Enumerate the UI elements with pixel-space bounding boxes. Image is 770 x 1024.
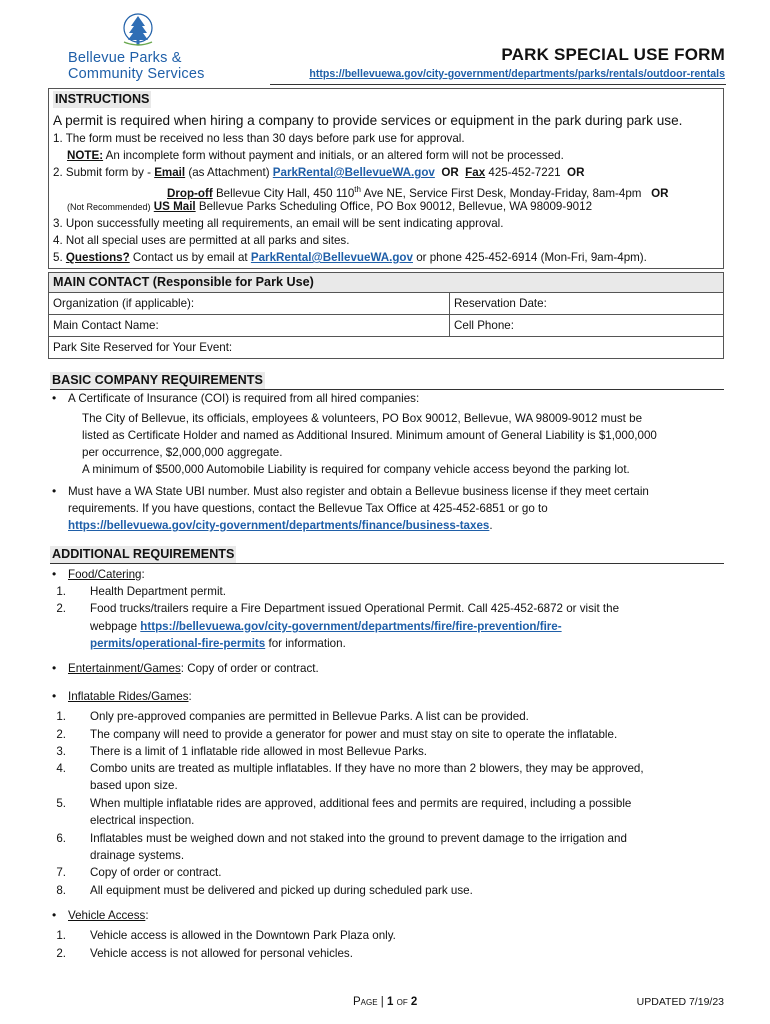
- page-indicator: [353, 996, 417, 1008]
- of-label: of: [396, 996, 408, 1008]
- item-number: 5.: [53, 251, 63, 264]
- inflatable-item: There is a limit of 1 inflatable ride allowed in most Bellevue Parks.: [90, 745, 428, 758]
- fax-number: 425-452-7221: [488, 166, 561, 179]
- dropoff-sup: th: [354, 185, 361, 194]
- usmail-text: Bellevue Parks Scheduling Office, PO Box 90012, Bellevue, WA 98009-9012: [198, 200, 593, 213]
- list-number: 1.: [56, 929, 66, 942]
- instructions-lead: A permit is required when hiring a company to provide services or equipment in the park during park use.: [53, 113, 683, 128]
- item-text: The form must be received no less than 30 days before park use for approval.: [65, 132, 465, 145]
- item-tail: or phone 425-452-6914 (Mon-Fri, 9am-4pm).: [416, 251, 647, 264]
- submit-prefix: Submit form by -: [65, 166, 151, 179]
- list-number: 6.: [56, 832, 66, 845]
- instructions-title: INSTRUCTIONS: [55, 92, 150, 106]
- page-number: 1: [386, 996, 394, 1008]
- fire-permits-link[interactable]: https://bellevuewa.gov/city-government/departments/fire/fire-prevention/fire-: [140, 620, 562, 633]
- outdoor-rentals-link[interactable]: https://bellevuewa.gov/city-government/departments/parks/rentals/outdoor-rentals: [309, 68, 725, 80]
- usmail-label: US Mail: [153, 200, 196, 213]
- reservation-date-field[interactable]: Reservation Date:: [454, 297, 547, 310]
- coi-text-line: per occurrence, $2,000,000 aggregate.: [82, 446, 283, 459]
- dropoff-text: Bellevue City Hall, 450 110: [215, 186, 355, 200]
- bullet: •: [52, 391, 57, 405]
- contact-row: [49, 293, 723, 315]
- page-total: 2: [410, 996, 418, 1008]
- list-number: 2.: [56, 947, 66, 960]
- list-number: 2.: [56, 728, 66, 741]
- inflatable-item: Copy of order or contract.: [90, 866, 222, 879]
- inflatable-item: Inflatables must be weighed down and not staked into the ground to prevent damage to the irrigation and: [90, 832, 627, 845]
- bullet: •: [52, 567, 57, 581]
- email-link[interactable]: ParkRental@BellevueWA.gov: [250, 251, 413, 264]
- coi-text-line: The City of Bellevue, its officials, employees & volunteers, PO Box 90012, Bellevue, WA 98009-9012 must be: [82, 412, 643, 425]
- questions-label: Questions?: [65, 251, 130, 264]
- bullet: •: [52, 661, 57, 675]
- updated-date: UPDATED 7/19/23: [636, 996, 724, 1008]
- inflatables-label: Inflatable Rides/Games: [68, 690, 189, 703]
- or-label: OR: [651, 186, 669, 200]
- instructions-box: [48, 88, 724, 269]
- list-number: 3.: [56, 745, 66, 758]
- food-catering-heading: [68, 567, 145, 583]
- list-number: 5.: [56, 797, 66, 810]
- colon: :: [141, 568, 145, 581]
- list-number: 4.: [56, 762, 66, 775]
- entertainment-heading: [68, 661, 319, 677]
- section-divider: [50, 389, 724, 390]
- business-taxes-link[interactable]: https://bellevuewa.gov/city-government/departments/finance/business-taxes: [68, 519, 490, 532]
- inflatable-item: When multiple inflatable rides are approved, additional fees and permits are required, including a possible: [90, 797, 632, 810]
- or-label: OR: [567, 166, 585, 179]
- inflatable-item: All equipment must be delivered and picked up during scheduled park use.: [90, 884, 473, 897]
- food-item-2-line3: [90, 636, 346, 652]
- food-item-2: Food trucks/trailers require a Fire Department issued Operational Permit. Call 425-452-6872 or visit the: [90, 602, 620, 615]
- item-text: Upon successfully meeting all requirements, an email will be sent indicating approval.: [65, 217, 504, 230]
- usmail-line: [67, 199, 592, 215]
- period: .: [489, 519, 493, 532]
- vehicle-access-label: Vehicle Access: [68, 909, 146, 922]
- additional-requirements-title: ADDITIONAL REQUIREMENTS: [52, 547, 235, 561]
- bullet: •: [52, 908, 57, 922]
- email-link[interactable]: ParkRental@BellevueWA.gov: [272, 166, 435, 179]
- list-number: 2.: [56, 602, 66, 615]
- dropoff-label: Drop-off: [167, 186, 213, 200]
- item-number: 1.: [53, 132, 63, 145]
- food-item-2-line2: [90, 619, 562, 635]
- instruction-item-4: [53, 233, 349, 249]
- item-text: Not all special uses are permitted at all parks and sites.: [65, 234, 350, 247]
- form-title: PARK SPECIAL USE FORM: [501, 45, 725, 64]
- inflatable-item: Only pre-approved companies are permitted in Bellevue Parks. A list can be provided.: [90, 710, 529, 723]
- inflatable-item-cont: electrical inspection.: [90, 814, 195, 827]
- food-item-1: Health Department permit.: [90, 585, 226, 598]
- list-number: 1.: [56, 710, 66, 723]
- basic-requirements-title: BASIC COMPANY REQUIREMENTS: [52, 373, 263, 387]
- email-label: Email: [154, 166, 186, 179]
- not-recommended-label: (Not Recommended): [67, 202, 151, 212]
- ubi-requirement: Must have a WA State UBI number. Must also register and obtain a Bellevue business license if they meet certain: [68, 485, 649, 498]
- coi-requirement: A Certificate of Insurance (COI) is required from all hired companies:: [68, 392, 420, 405]
- item-text: Contact us by email at: [132, 251, 248, 264]
- webpage-label: webpage: [90, 620, 138, 633]
- item-number: 3.: [53, 217, 63, 230]
- header-divider: [270, 84, 726, 85]
- coi-text-line: A minimum of $500,000 Automobile Liability is required for company vehicle access beyond the parking lot.: [82, 463, 630, 476]
- instruction-item-3: [53, 216, 503, 232]
- note-label: NOTE:: [67, 149, 104, 162]
- inflatable-item-cont: based upon size.: [90, 779, 178, 792]
- instruction-item-5: [53, 250, 647, 266]
- list-number: 7.: [56, 866, 66, 879]
- contact-row: [49, 315, 723, 337]
- bullet: •: [52, 484, 57, 498]
- main-contact-table: [48, 272, 724, 359]
- colon: :: [145, 909, 149, 922]
- business-taxes-line: [68, 518, 493, 534]
- vehicle-item: Vehicle access is not allowed for personal vehicles.: [90, 947, 353, 960]
- list-number: 1.: [56, 585, 66, 598]
- vehicle-access-heading: [68, 908, 149, 924]
- colon: :: [188, 690, 192, 703]
- vehicle-item: Vehicle access is allowed in the Downtown Park Plaza only.: [90, 929, 396, 942]
- logo-line2: Community Services: [68, 66, 205, 82]
- food-catering-label: Food/Catering: [68, 568, 142, 581]
- inflatables-heading: [68, 689, 192, 705]
- instruction-item-2: [53, 165, 584, 181]
- email-text: (as Attachment): [188, 166, 270, 179]
- instruction-item-1: [53, 131, 465, 147]
- fire-permits-link-cont[interactable]: permits/operational-fire-permits: [90, 637, 266, 650]
- tree-icon: [120, 12, 156, 48]
- bullet: •: [52, 689, 57, 703]
- page-label: Page: [353, 996, 378, 1008]
- organization-field[interactable]: Organization (if applicable):: [49, 293, 450, 314]
- inflatable-item: The company will need to provide a generator for power and must stay on site to operate the inflatable.: [90, 728, 618, 741]
- inflatable-item: Combo units are treated as multiple inflatables. If they have no more than 2 blowers, they may be approved,: [90, 762, 644, 775]
- list-number: 8.: [56, 884, 66, 897]
- page-separator: |: [380, 996, 384, 1008]
- note-text: An incomplete form without payment and initials, or an altered form will not be processed.: [105, 149, 564, 162]
- ubi-requirement-line2: requirements. If you have questions, contact the Bellevue Tax Office at 425-452-6851 or go to: [68, 502, 548, 515]
- bellevue-parks-logo: [64, 10, 224, 82]
- main-contact-title: MAIN CONTACT (Responsible for Park Use): [49, 273, 723, 293]
- coi-text-line: listed as Certificate Holder and named as Additional Insured. Minimum amount of General Liability is $1,000,000: [82, 429, 657, 442]
- fax-label: Fax: [465, 166, 486, 179]
- logo-line1: Bellevue Parks &: [68, 50, 182, 66]
- entertainment-label: Entertainment/Games: [68, 662, 181, 675]
- entertainment-text: : Copy of order or contract.: [180, 662, 319, 675]
- for-information: for information.: [268, 637, 346, 650]
- section-divider: [50, 563, 724, 564]
- item-number: 4.: [53, 234, 63, 247]
- cell-phone-field[interactable]: Cell Phone:: [454, 319, 514, 332]
- inflatable-item-cont: drainage systems.: [90, 849, 185, 862]
- item-number: 2.: [53, 166, 63, 179]
- park-site-field[interactable]: Park Site Reserved for Your Event:: [53, 341, 233, 354]
- or-label: OR: [441, 166, 459, 179]
- instruction-note: [67, 148, 564, 164]
- main-contact-name-field[interactable]: Main Contact Name:: [49, 315, 450, 336]
- dropoff-text-b: Ave NE, Service First Desk, Monday-Friday, 8am-4pm: [363, 186, 642, 200]
- contact-row: [49, 337, 723, 358]
